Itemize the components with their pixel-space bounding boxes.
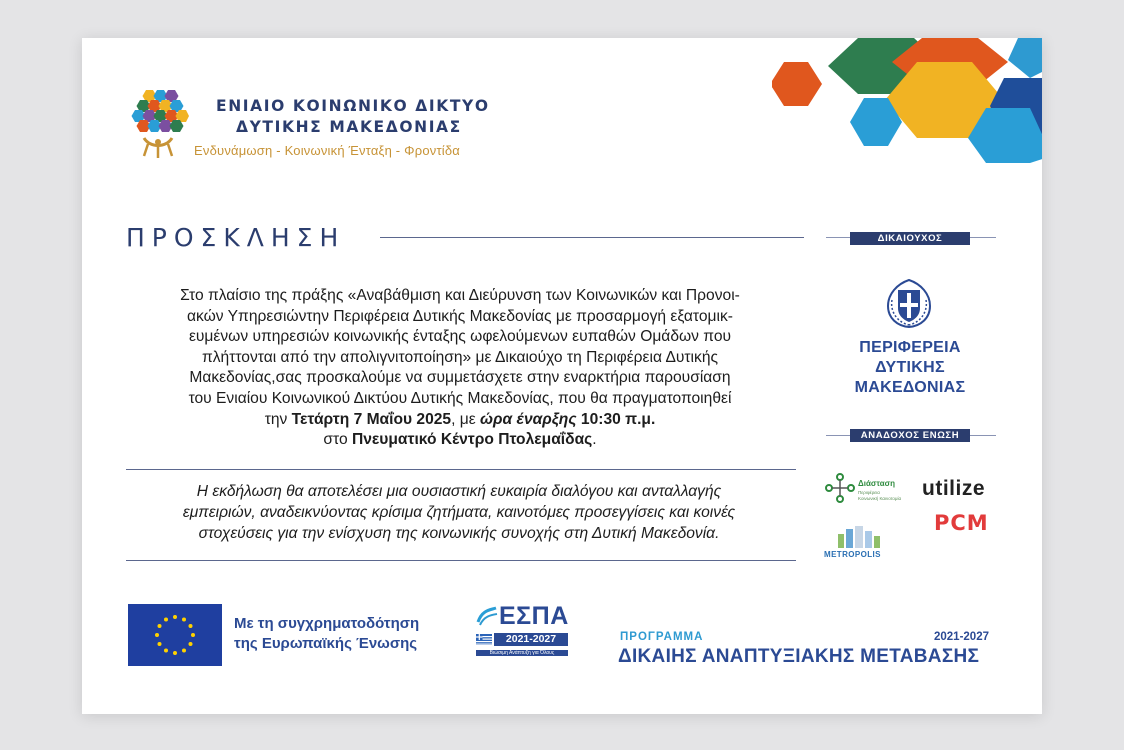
- greek-flag-icon: [476, 634, 492, 645]
- espa-wave-icon: [476, 606, 498, 626]
- partner-diastasi-sub2: Κοινωνική Καινοτομία: [858, 496, 902, 501]
- venue-prefix: στο: [323, 431, 352, 449]
- diastasi-logo-icon: [824, 472, 856, 504]
- body-line-venue: [110, 430, 810, 451]
- body-line: του Ενιαίου Κοινωνικού Δικτύου Δυτικής Μακεδονίας, που θα πραγματοποιηθεί: [188, 389, 732, 407]
- note-bottom-divider: [126, 560, 796, 561]
- beneficiary-name: [820, 338, 1000, 398]
- date-prefix: την: [264, 410, 292, 428]
- espa-years: 2021-2027: [494, 633, 568, 646]
- body-line: ακών Υπηρεσιώντην Περιφέρεια Δυτικής Μακεδονίας με προσαρμογή εξατομικ-: [187, 307, 733, 325]
- brand-name-line2: ΔΥΤΙΚΗΣ ΜΑΚΕΔΟΝΙΑΣ: [236, 118, 462, 136]
- body-line: πλήττονται από την απολιγνιτοποίηση» με Δικαιούχο τη Περιφέρεια Δυτικής: [201, 348, 719, 366]
- hex-teal-corner: [1008, 38, 1042, 78]
- brand-tagline: Ενδυνάμωση - Κοινωνική Ένταξη - Φροντίδα: [194, 143, 461, 158]
- start-time: 10:30 π.μ.: [576, 410, 656, 428]
- hexagon-decoration: [772, 38, 1042, 168]
- region-line1: ΠΕΡΙΦΕΡΕΙΑ: [859, 339, 961, 356]
- note-line: εμπειριών, αναδεικνύοντας κρίσιμα ζητήματα, καινοτόμες προσεγγίσεις και κοινές: [182, 504, 736, 521]
- body-line: Στο πλαίσιο της πράξης «Αναβάθμιση και Διεύρυνση των Κοινωνικών και Προνοι-: [180, 287, 740, 304]
- eu-stars-icon: [128, 604, 222, 666]
- body-line: Μακεδονίας,σας προσκαλούμε να συμμετάσχετε στην εναρκτήρια παρουσίαση: [189, 369, 731, 387]
- event-date: Τετάρτη 7 Μαΐου 2025: [291, 410, 452, 428]
- eu-line1: Με τη συγχρηματοδότηση: [234, 615, 420, 632]
- brand-name-line1: ΕΝΙΑΙΟ ΚΟΙΝΩΝΙΚΟ ΔΙΚΤΥΟ: [216, 97, 490, 115]
- partner-pcm-logo: PCM: [934, 511, 989, 535]
- title-divider: [380, 237, 804, 238]
- partner-diastasi-name: Διάσταση: [858, 479, 895, 488]
- note-line: Η εκδήλωση θα αποτελέσει μια ουσιαστική ευκαιρία διαλόγου και ανταλλαγής: [196, 483, 722, 500]
- invitation-card: [82, 38, 1042, 714]
- eu-line2: της Ευρωπαϊκής Ένωσης: [234, 635, 418, 652]
- region-line3: ΜΑΚΕΔΟΝΙΑΣ: [854, 379, 966, 396]
- hex-orange-small: [772, 62, 822, 106]
- eu-cofunding-text: [234, 614, 419, 654]
- invitation-body: [110, 286, 810, 451]
- metropolis-logo-icon: [836, 526, 882, 548]
- event-venue: Πνευματικό Κέντρο Πτολεμαΐδας: [351, 431, 593, 449]
- note-top-divider: [126, 469, 796, 470]
- note-line: στοχεύσεις για την ενίσχυση της κοινωνικής συνοχής στη Δυτική Μακεδονία.: [198, 525, 720, 542]
- partner-diastasi-sub1: Περιφέρεια: [858, 490, 880, 495]
- network-logo-icon: [126, 86, 190, 160]
- eu-flag: [128, 604, 222, 666]
- program-name: ΔΙΚΑΙΗΣ ΑΝΑΠΤΥΞΙΑΚΗΣ ΜΕΤΑΒΑΣΗΣ: [618, 646, 980, 667]
- contractor-label: ΑΝΑΔΟΧΟΣ ΕΝΩΣΗ: [850, 429, 970, 442]
- event-note: [94, 481, 824, 544]
- beneficiary-label: ΔΙΚΑΙΟΥΧΟΣ: [850, 232, 970, 245]
- venue-suffix: .: [592, 431, 597, 449]
- invitation-title: ΠΡΟΣΚΛΗΣΗ: [126, 223, 346, 252]
- espa-logo-text: ΕΣΠΑ: [499, 602, 569, 630]
- date-separator: , με: [451, 410, 481, 428]
- start-time-label: ώρα έναρξης: [480, 410, 577, 428]
- body-line: ευμένων υπηρεσιών κοινωνικής ένταξης ωφελούμενων ευπαθών Ομάδων που: [188, 328, 732, 346]
- program-years: 2021-2027: [934, 631, 989, 643]
- greek-coat-of-arms-icon: [882, 276, 936, 330]
- espa-slogan: Βιώσιμη Ανάπτυξη για Όλους: [476, 650, 568, 656]
- partner-utilize-logo: utilize: [922, 477, 986, 500]
- partner-metropolis-name: METROPOLIS: [824, 550, 881, 559]
- body-line-date: [110, 410, 810, 431]
- region-line2: ΔΥΤΙΚΗΣ: [875, 359, 945, 376]
- program-label: ΠΡΟΓΡΑΜΜΑ: [620, 631, 704, 643]
